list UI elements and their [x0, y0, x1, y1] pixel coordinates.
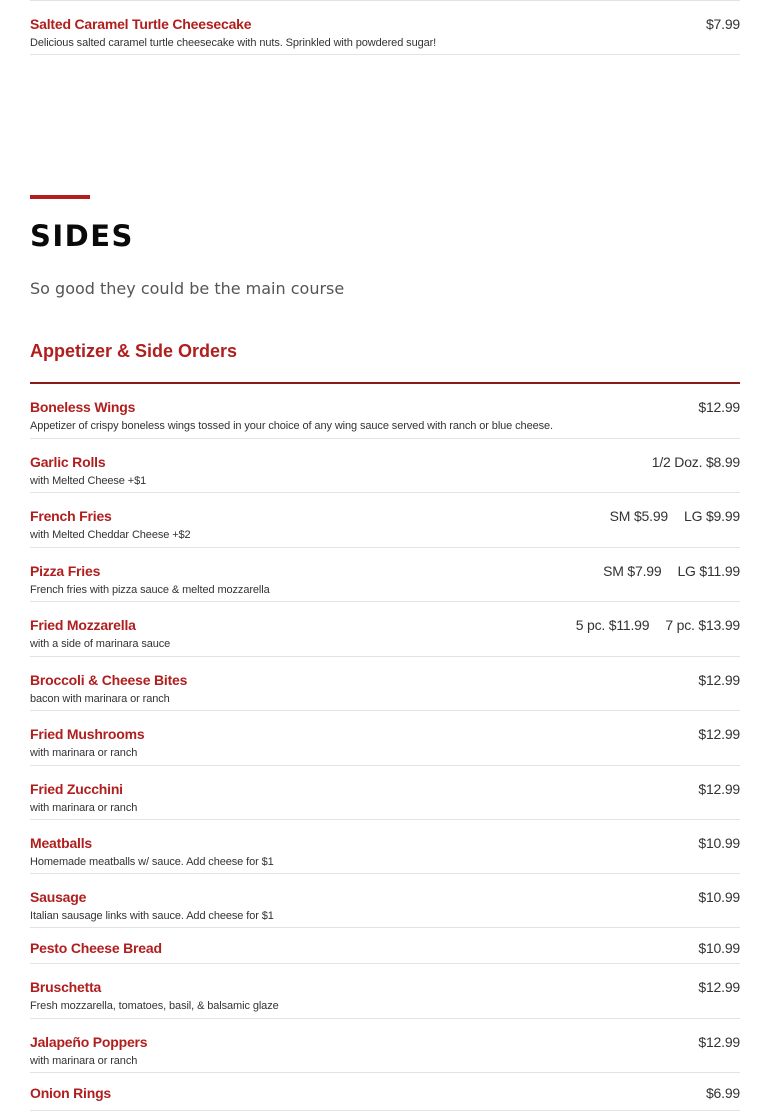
section-accent-bar [30, 195, 90, 199]
menu-list [30, 384, 740, 1111]
item-name: Fried Zucchini [30, 781, 123, 797]
price: $10.99 [698, 940, 740, 956]
price: 7 pc. $13.99 [665, 617, 740, 633]
item-description: with marinara or ranch [30, 802, 138, 814]
item-description: with marinara or ranch [30, 1055, 138, 1067]
item-price [698, 399, 740, 415]
item-description: bacon with marinara or ranch [30, 693, 170, 705]
item-description: with Melted Cheddar Cheese +$2 [30, 529, 191, 541]
item-name: Jalapeño Poppers [30, 1034, 148, 1050]
item-description: with Melted Cheese +$1 [30, 475, 147, 487]
menu-item [30, 820, 740, 874]
item-description: Homemade meatballs w/ sauce. Add cheese for $1 [30, 856, 274, 868]
item-name: Fried Mushrooms [30, 726, 145, 742]
item-name: Pizza Fries [30, 563, 101, 579]
item-name: Bruschetta [30, 979, 102, 995]
menu-item [30, 439, 740, 493]
item-name: Sausage [30, 889, 87, 905]
section-title: SIDES [30, 219, 134, 253]
item-price [576, 617, 740, 633]
item-price [706, 1085, 740, 1101]
price: $10.99 [698, 889, 740, 905]
item-price [698, 672, 740, 688]
item-price [698, 979, 740, 995]
item-name: French Fries [30, 508, 112, 524]
menu-item [30, 964, 740, 1019]
item-description: Fresh mozzarella, tomatoes, basil, & balsamic glaze [30, 1000, 279, 1012]
menu-item [30, 766, 740, 820]
section-subtitle: So good they could be the main course [30, 279, 345, 298]
menu-item [30, 493, 740, 548]
menu-item [30, 0, 740, 55]
price: $12.99 [698, 781, 740, 797]
menu-item [30, 657, 740, 711]
price: SM $7.99 [603, 563, 662, 579]
price: $7.99 [705, 16, 740, 32]
item-name: Fried Mozzarella [30, 617, 136, 633]
price: 5 pc. $11.99 [575, 617, 650, 633]
item-name: Meatballs [30, 835, 92, 851]
menu-item [30, 384, 740, 439]
price: $12.99 [698, 672, 740, 688]
item-description: Appetizer of crispy boneless wings tossed in your choice of any wing sauce served with ranch or blue cheese. [30, 420, 553, 432]
price: $12.99 [698, 979, 740, 995]
item-price [698, 726, 740, 742]
item-price [698, 889, 740, 905]
price: LG $9.99 [684, 508, 740, 524]
menu-item [30, 928, 740, 964]
item-price [698, 1034, 740, 1050]
item-description: Delicious salted caramel turtle cheesecake with nuts. Sprinkled with powdered sugar! [30, 37, 437, 49]
menu-item [30, 1073, 740, 1111]
price: LG $11.99 [677, 563, 740, 579]
item-price [603, 563, 740, 579]
item-description: with marinara or ranch [30, 747, 138, 759]
previous-menu-item [30, 0, 740, 55]
item-name: Garlic Rolls [30, 454, 106, 470]
item-price [706, 16, 740, 32]
menu-item [30, 1019, 740, 1073]
price: SM $5.99 [609, 508, 668, 524]
menu-item [30, 602, 740, 657]
item-price [610, 508, 740, 524]
menu-item [30, 548, 740, 602]
item-description: French fries with pizza sauce & melted mozzarella [30, 584, 270, 596]
item-description: with a side of marinara sauce [30, 638, 171, 650]
price: $10.99 [698, 835, 740, 851]
item-price [698, 940, 740, 956]
item-name: Pesto Cheese Bread [30, 940, 162, 956]
price: $12.99 [698, 399, 740, 415]
menu-item [30, 711, 740, 766]
category-title: Appetizer & Side Orders [30, 341, 238, 361]
item-name: Broccoli & Cheese Bites [30, 672, 188, 688]
price: $12.99 [698, 726, 740, 742]
item-name: Boneless Wings [30, 399, 136, 415]
price: $6.99 [705, 1085, 740, 1101]
item-name: Salted Caramel Turtle Cheesecake [30, 16, 252, 32]
item-name: Onion Rings [30, 1085, 112, 1101]
price: $12.99 [698, 1034, 740, 1050]
menu-item [30, 874, 740, 928]
item-description: Italian sausage links with sauce. Add cheese for $1 [30, 910, 274, 922]
item-price [652, 454, 740, 470]
item-price [698, 781, 740, 797]
item-price [698, 835, 740, 851]
price: 1/2 Doz. $8.99 [651, 454, 740, 470]
